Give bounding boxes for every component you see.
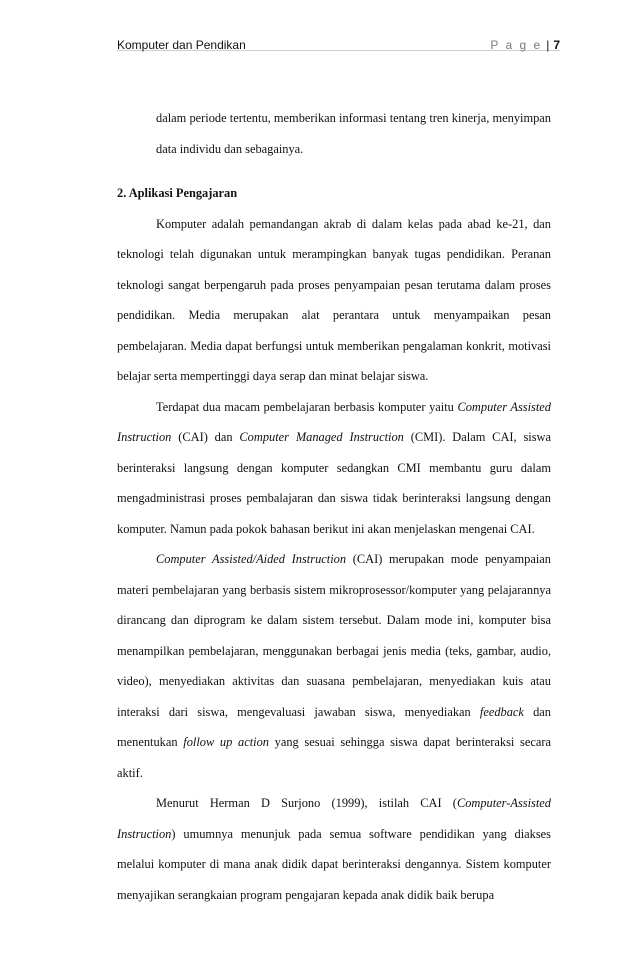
paragraph-continuation: dalam periode tertentu, memberikan informasi tentang tren kinerja, menyimpan data individu dan sebagainya. bbox=[156, 111, 551, 156]
p2-italic-cmi: Computer Managed Instruction bbox=[239, 430, 404, 444]
p4-text-c: ) umumnya menunjuk pada semua software pendidikan yang diakses melalui komputer di mana anak didik dapat berinteraksi dengannya. Sistem komputer menyajikan serangkaian program pengajaran kepada anak didik baik berupa bbox=[117, 826, 551, 902]
p2-text-e: (CMI). Dalam CAI, siswa berinteraksi langsung dengan komputer sedangkan CMI membantu guru dalam mengadministrasi proses pembalajaran dan siswa tidak berinteraksi langsung dengan komputer. Namun pada pokok bahasan berikut ini akan menjelaskan mengenai CAI. bbox=[117, 430, 551, 536]
document-body bbox=[117, 103, 551, 910]
p3-italic-cai: Computer Assisted/Aided Instruction bbox=[156, 552, 347, 566]
p2-italic-cai: Computer Assisted Instruction bbox=[117, 399, 551, 444]
p2-text-a: Terdapat dua macam pembelajaran berbasis komputer yaitu bbox=[156, 399, 458, 414]
paragraph-3 bbox=[117, 544, 551, 788]
p2-text-c: (CAI) dan bbox=[171, 430, 240, 444]
p3-text-b: (CAI) merupakan mode penyampaian materi pembelajaran yang berbasis sistem mikroprosessor/komputer yang pelajarannya dirancang dan diprogram ke dalam sistem tersebut. Dalam mode ini, komputer bisa menampilkan pembelajaran, menggunakan berbagai jenis media (teks, gambar, audio, video), menyediakan aktivitas dan suasana pembelajaran, menyediakan kuis atau interaksi dari siswa, mengevaluasi jawaban siswa, menyediakan bbox=[117, 552, 551, 719]
page-header bbox=[117, 24, 560, 51]
paragraph-4 bbox=[117, 788, 551, 910]
page-number-label bbox=[490, 38, 560, 52]
p3-text-f: yang sesuai sehingga siswa dapat berinteraksi secara aktif. bbox=[117, 735, 551, 780]
page-label: P a g e bbox=[490, 38, 543, 52]
p4-text-a: Menurut Herman D Surjono (1999), istilah CAI ( bbox=[156, 796, 457, 810]
p4-italic-cai: Computer-Assisted Instruction bbox=[117, 796, 551, 841]
p3-italic-followup: follow up action bbox=[183, 735, 269, 749]
section-heading: 2. Aplikasi Pengajaran bbox=[117, 186, 238, 200]
p3-text-d: dan menentukan bbox=[117, 704, 551, 749]
p3-italic-feedback: feedback bbox=[479, 704, 524, 719]
page-separator: | bbox=[546, 38, 550, 52]
paragraph-1: Komputer adalah pemandangan akrab di dalam kelas pada abad ke-21, dan teknologi telah digunakan untuk merampingkan banyak tugas pendidikan. Peranan teknologi sangat berpengaruh pada proses penyampaian pesan terutama dalam proses pendidikan. Media merupakan alat perantara untuk menyampaikan pesan pembelajaran. Media dapat berfungsi untuk memberikan pengalaman konkrit, motivasi belajar serta mempertinggi daya serap dan minat belajar siswa. bbox=[117, 216, 551, 383]
page-number: 7 bbox=[553, 38, 560, 52]
paragraph-2 bbox=[117, 392, 551, 545]
header-title: Komputer dan Pendikan bbox=[117, 38, 246, 52]
